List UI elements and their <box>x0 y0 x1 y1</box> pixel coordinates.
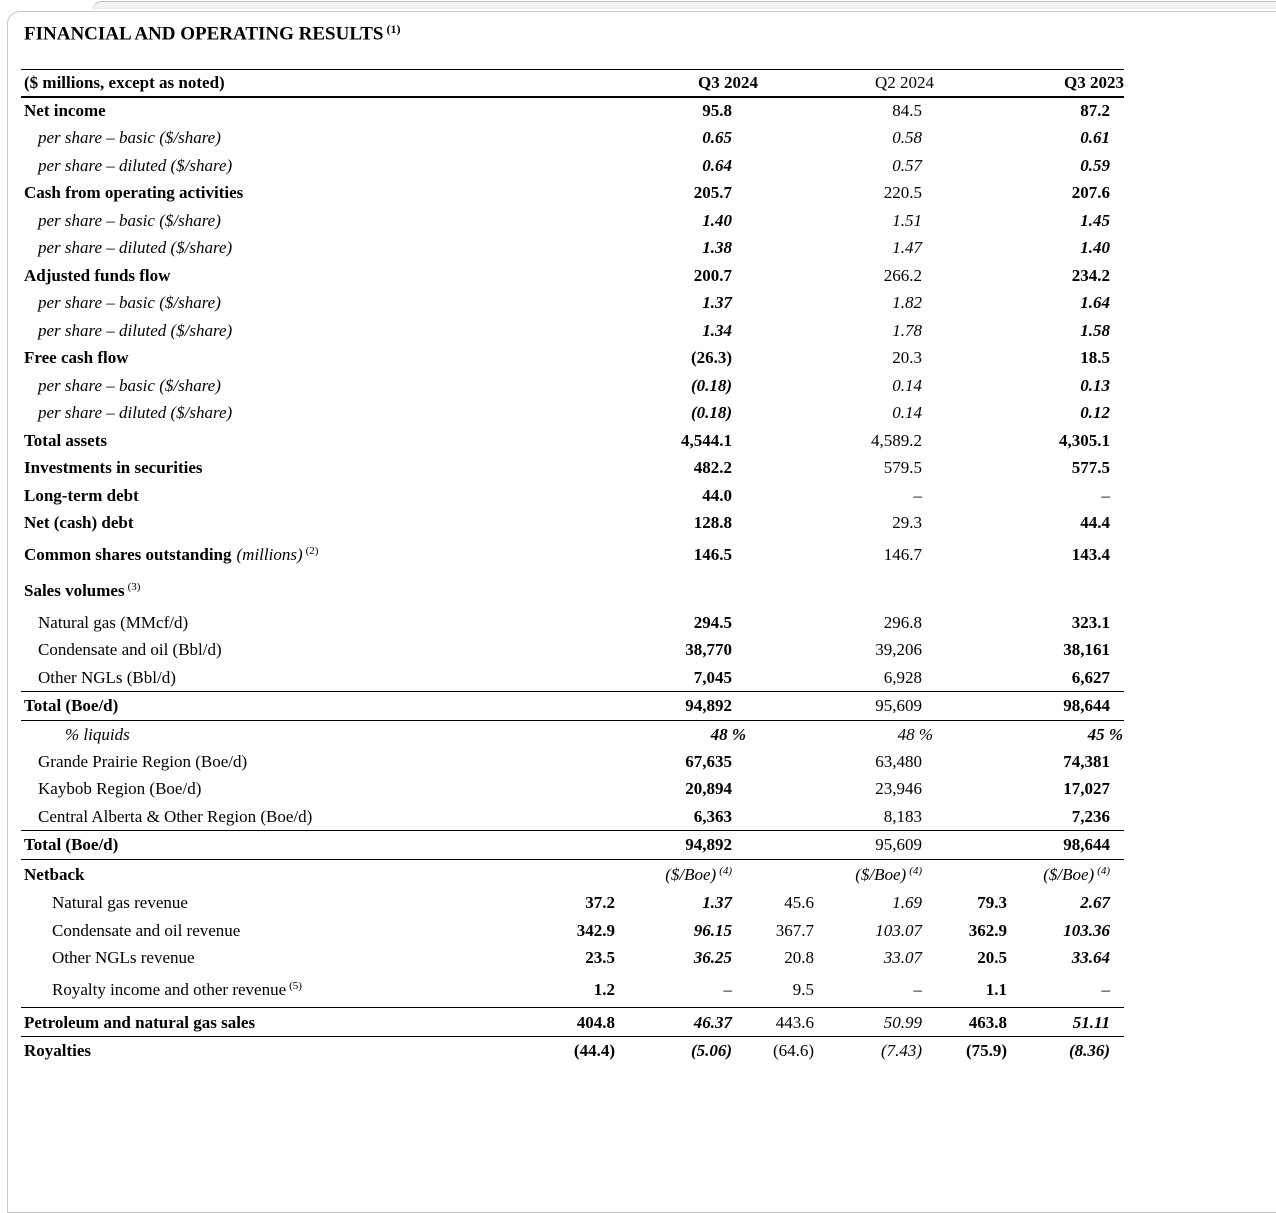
value-cell: 234.2 <box>1071 265 1111 285</box>
value-cell: 20,894 <box>685 779 733 799</box>
row-label-unit: (millions) <box>236 545 303 564</box>
value-cell: 6,928 <box>883 667 923 687</box>
value-cell: 51.11 <box>1072 1012 1111 1032</box>
value-cell: 95.8 <box>702 101 733 121</box>
row-label-text: Condensate and oil revenue <box>52 920 241 940</box>
value-cell: 38,161 <box>1063 640 1111 660</box>
value-cell: 23.5 <box>585 948 615 968</box>
value-cell: 0.64 <box>702 155 733 175</box>
table-row <box>21 944 1124 972</box>
value-cell: 1.69 <box>892 893 923 913</box>
row-label <box>21 720 561 748</box>
value-cell: 2.67 <box>1080 893 1111 913</box>
table-row <box>21 720 1124 748</box>
page-title <box>24 21 401 45</box>
value-cell: 205.7 <box>693 183 733 203</box>
table-row <box>21 609 1124 637</box>
footnote-marker: (5) <box>289 979 302 992</box>
netback-unit-cell <box>934 859 1124 889</box>
value-cell: (8.36) <box>1068 1041 1111 1061</box>
row-label-text: Net (cash) debt <box>24 513 134 533</box>
row-label-text: per share – diluted ($/share) <box>38 320 233 340</box>
value-cell: – <box>913 485 923 505</box>
table-row <box>21 207 1124 235</box>
row-label <box>21 1008 561 1037</box>
row-label <box>21 636 561 664</box>
table-row <box>21 859 1124 889</box>
table-row <box>21 775 1124 803</box>
value-cell: 23,946 <box>875 779 923 799</box>
row-label <box>21 344 561 372</box>
row-label-text: Common shares outstanding <box>24 545 232 564</box>
value-cell: 1.40 <box>702 210 733 230</box>
value-cell: 0.14 <box>892 375 923 395</box>
value-cell: 20.8 <box>784 948 815 968</box>
value-cell: 1.34 <box>702 320 733 340</box>
row-label <box>21 454 561 482</box>
row-label-text: Natural gas revenue <box>52 893 188 913</box>
table-row <box>21 573 1124 609</box>
value-cell: 4,544.1 <box>681 430 733 450</box>
row-label-text: Total (Boe/d) <box>24 696 119 715</box>
table-row <box>21 317 1124 345</box>
table-row <box>21 179 1124 207</box>
row-label-text: Cash from operating activities <box>24 183 244 203</box>
value-cell: 143.4 <box>1071 545 1111 564</box>
value-cell: (75.9) <box>965 1041 1008 1061</box>
row-label-text: Other NGLs (Bbl/d) <box>38 667 176 687</box>
financial-results-table <box>21 69 1124 1065</box>
footnote-marker: (4) <box>719 864 733 877</box>
row-label <box>21 537 561 573</box>
row-label <box>21 1037 561 1065</box>
value-cell: (0.18) <box>690 375 733 395</box>
value-cell: – <box>1101 485 1111 505</box>
value-cell: 1.38 <box>702 238 733 258</box>
footnote-marker: (3) <box>127 581 141 593</box>
toolbar-bottom-edge <box>93 1 1276 9</box>
table-row <box>21 748 1124 776</box>
value-cell: 48 % <box>710 724 747 744</box>
row-label-text: Adjusted funds flow <box>24 265 171 285</box>
value-cell: 7,236 <box>1071 806 1111 826</box>
page-title-text: FINANCIAL AND OPERATING RESULTS <box>24 23 384 45</box>
row-label <box>21 573 561 609</box>
value-cell: 103.07 <box>875 920 923 940</box>
row-label <box>21 748 561 776</box>
table-row <box>21 830 1124 859</box>
value-cell: 4,589.2 <box>871 430 923 450</box>
value-cell: 33.64 <box>1071 948 1111 968</box>
value-cell: 1.51 <box>892 210 923 230</box>
table-row <box>21 262 1124 290</box>
row-label <box>21 482 561 510</box>
row-label-text: Total assets <box>24 430 107 450</box>
footnote-marker: (2) <box>305 545 319 557</box>
row-label-text: Free cash flow <box>24 348 129 368</box>
value-cell: 128.8 <box>693 513 733 533</box>
value-cell: 1.82 <box>892 293 923 313</box>
row-label <box>21 944 561 972</box>
value-cell: 266.2 <box>883 265 923 285</box>
row-label <box>21 289 561 317</box>
row-label-text: % liquids <box>65 724 130 744</box>
netback-unit-text: ($/Boe) <box>665 864 717 884</box>
value-cell: 84.5 <box>892 101 923 121</box>
table-row <box>21 917 1124 945</box>
value-cell: – <box>913 979 923 999</box>
value-cell: 79.3 <box>977 893 1008 913</box>
value-cell: 367.7 <box>775 920 815 940</box>
value-cell: 29.3 <box>892 513 923 533</box>
value-cell: 6,363 <box>693 806 733 826</box>
header-units-label: ($ millions, except as noted) <box>24 73 225 93</box>
value-cell: 1.1 <box>985 979 1008 999</box>
value-cell: 1.2 <box>593 979 615 999</box>
row-label <box>21 317 561 345</box>
value-cell: 33.07 <box>883 948 923 968</box>
value-cell: 579.5 <box>883 458 923 478</box>
row-label-text: per share – basic ($/share) <box>38 293 221 313</box>
row-label <box>21 207 561 235</box>
value-cell: 0.59 <box>1080 155 1111 175</box>
value-cell: 63,480 <box>875 751 923 771</box>
value-cell: 577.5 <box>1071 458 1111 478</box>
row-label-text: Long-term debt <box>24 485 139 505</box>
row-label <box>21 803 561 831</box>
table-row <box>21 97 1124 125</box>
row-label-text: per share – diluted ($/share) <box>38 155 233 175</box>
value-cell: 0.61 <box>1080 128 1111 148</box>
row-label-text: Kaybob Region (Boe/d) <box>38 779 202 799</box>
row-label <box>21 124 561 152</box>
row-label <box>21 917 561 945</box>
value-cell: 443.6 <box>775 1012 815 1032</box>
row-label-text: Natural gas (MMcf/d) <box>38 612 189 632</box>
table-row <box>21 482 1124 510</box>
value-cell: 0.65 <box>702 128 733 148</box>
value-cell: 146.7 <box>883 545 923 564</box>
table-row <box>21 344 1124 372</box>
row-label <box>21 664 561 692</box>
value-cell: 0.12 <box>1080 403 1111 423</box>
value-cell: 94,892 <box>685 835 733 854</box>
table-row <box>21 124 1124 152</box>
row-label-text: Total (Boe/d) <box>24 835 119 854</box>
row-label <box>21 609 561 637</box>
value-cell: 404.8 <box>576 1012 615 1032</box>
table-row <box>21 289 1124 317</box>
value-cell: 463.8 <box>968 1012 1008 1032</box>
table-header-row <box>21 70 1124 97</box>
value-cell: 0.14 <box>892 403 923 423</box>
value-cell: 1.64 <box>1080 293 1111 313</box>
value-cell: 95,609 <box>875 696 923 715</box>
table-row <box>21 1008 1124 1037</box>
row-label-text: Condensate and oil (Bbl/d) <box>38 640 222 660</box>
table-row <box>21 509 1124 537</box>
table-row <box>21 803 1124 831</box>
table-row <box>21 372 1124 400</box>
value-cell: 46.37 <box>693 1012 733 1032</box>
row-label-text: Petroleum and natural gas sales <box>24 1012 256 1032</box>
row-label <box>21 372 561 400</box>
value-cell: 207.6 <box>1071 183 1111 203</box>
value-cell: 20.5 <box>977 948 1008 968</box>
value-cell: 9.5 <box>792 979 815 999</box>
netback-unit-text: ($/Boe) <box>1043 864 1095 884</box>
value-cell: 294.5 <box>693 612 733 632</box>
value-cell: 0.58 <box>892 128 923 148</box>
row-label <box>21 972 561 1008</box>
value-cell: 45.6 <box>784 893 815 913</box>
row-label-text: per share – basic ($/share) <box>38 128 221 148</box>
netback-unit-text: ($/Boe) <box>855 864 907 884</box>
table-row <box>21 427 1124 455</box>
row-label-text: Royalties <box>24 1041 92 1061</box>
footnote-marker: (4) <box>1097 864 1111 877</box>
row-label-text: per share – diluted ($/share) <box>38 238 233 258</box>
row-label <box>21 509 561 537</box>
value-cell: – <box>1101 979 1111 999</box>
value-cell: 38,770 <box>685 640 733 660</box>
row-label <box>21 859 561 889</box>
value-cell: 362.9 <box>968 920 1008 940</box>
row-label-text: Sales volumes <box>24 581 125 600</box>
value-cell: 45 % <box>1087 724 1124 744</box>
value-cell: 1.37 <box>702 893 733 913</box>
value-cell: 7,045 <box>693 667 733 687</box>
table-row <box>21 636 1124 664</box>
table-row <box>21 664 1124 692</box>
table-row <box>21 152 1124 180</box>
value-cell: 50.99 <box>883 1012 923 1032</box>
value-cell: 98,644 <box>1063 835 1111 854</box>
row-label-text: Grande Prairie Region (Boe/d) <box>38 751 248 771</box>
row-label-text: per share – basic ($/share) <box>38 210 221 230</box>
value-cell: 323.1 <box>1071 612 1111 632</box>
value-cell: 296.8 <box>883 612 923 632</box>
row-label-text: Central Alberta & Other Region (Boe/d) <box>38 806 313 826</box>
row-label-text: per share – basic ($/share) <box>38 375 221 395</box>
value-cell: 17,027 <box>1063 779 1111 799</box>
value-cell: 200.7 <box>693 265 733 285</box>
value-cell: 0.57 <box>892 155 923 175</box>
header-col-q3-2023: Q3 2023 <box>1064 73 1125 93</box>
value-cell: 44.0 <box>702 485 733 505</box>
table-row <box>21 537 1124 573</box>
netback-unit-cell <box>758 859 934 889</box>
value-cell: 44.4 <box>1080 513 1111 533</box>
row-label <box>21 262 561 290</box>
value-cell: 36.25 <box>693 948 733 968</box>
value-cell: 1.45 <box>1080 210 1111 230</box>
value-cell: (5.06) <box>690 1041 733 1061</box>
value-cell: 1.58 <box>1080 320 1111 340</box>
value-cell: 74,381 <box>1063 751 1111 771</box>
value-cell: 103.36 <box>1063 920 1111 940</box>
value-cell: 482.2 <box>693 458 733 478</box>
row-label-text: per share – diluted ($/share) <box>38 403 233 423</box>
row-label-text: Net income <box>24 101 106 121</box>
value-cell: 37.2 <box>585 893 615 913</box>
value-cell: 146.5 <box>693 545 733 564</box>
row-label-text: Other NGLs revenue <box>52 948 195 968</box>
table-row <box>21 234 1124 262</box>
value-cell: 220.5 <box>883 183 923 203</box>
table-row <box>21 691 1124 720</box>
value-cell: (7.43) <box>880 1041 923 1061</box>
value-cell: 20.3 <box>892 348 923 368</box>
row-label <box>21 97 561 125</box>
row-label-text: Investments in securities <box>24 458 203 478</box>
value-cell: 8,183 <box>883 806 923 826</box>
table-row <box>21 972 1124 1008</box>
value-cell: 0.13 <box>1080 375 1111 395</box>
financial-table-container <box>21 69 1124 1065</box>
row-label <box>21 775 561 803</box>
row-label <box>21 179 561 207</box>
row-label <box>21 889 561 917</box>
value-cell: 67,635 <box>685 751 733 771</box>
empty-cell <box>561 573 1124 609</box>
row-label <box>21 152 561 180</box>
value-cell: – <box>723 979 733 999</box>
value-cell: 94,892 <box>685 696 733 715</box>
value-cell: (26.3) <box>690 348 733 368</box>
header-col-q2-2024: Q2 2024 <box>874 73 935 93</box>
title-footnote-marker: (1) <box>386 22 401 36</box>
value-cell: (64.6) <box>772 1041 815 1061</box>
value-cell: 87.2 <box>1080 101 1111 121</box>
value-cell: (0.18) <box>690 403 733 423</box>
value-cell: 4,305.1 <box>1059 430 1111 450</box>
value-cell: 1.40 <box>1080 238 1111 258</box>
row-label <box>21 830 561 859</box>
table-row <box>21 454 1124 482</box>
value-cell: 39,206 <box>875 640 923 660</box>
row-label <box>21 399 561 427</box>
table-row <box>21 1037 1124 1065</box>
value-cell: 98,644 <box>1063 696 1111 715</box>
value-cell: 1.47 <box>892 238 923 258</box>
table-row <box>21 889 1124 917</box>
row-label <box>21 691 561 720</box>
value-cell: 6,627 <box>1071 667 1111 687</box>
header-col-q3-2024: Q3 2024 <box>698 73 759 93</box>
row-label <box>21 427 561 455</box>
value-cell: 1.37 <box>702 293 733 313</box>
row-label-text: Netback <box>24 864 85 884</box>
value-cell: 18.5 <box>1080 348 1111 368</box>
value-cell: 96.15 <box>693 920 733 940</box>
row-label-text: Royalty income and other revenue <box>52 979 287 999</box>
value-cell: 48 % <box>897 724 934 744</box>
content-panel <box>7 11 1276 1213</box>
netback-unit-cell <box>561 859 758 889</box>
table-row <box>21 399 1124 427</box>
value-cell: 1.78 <box>892 320 923 340</box>
footnote-marker: (4) <box>909 864 923 877</box>
value-cell: 95,609 <box>875 835 923 854</box>
value-cell: 342.9 <box>576 920 615 940</box>
value-cell: (44.4) <box>573 1041 615 1061</box>
row-label <box>21 234 561 262</box>
